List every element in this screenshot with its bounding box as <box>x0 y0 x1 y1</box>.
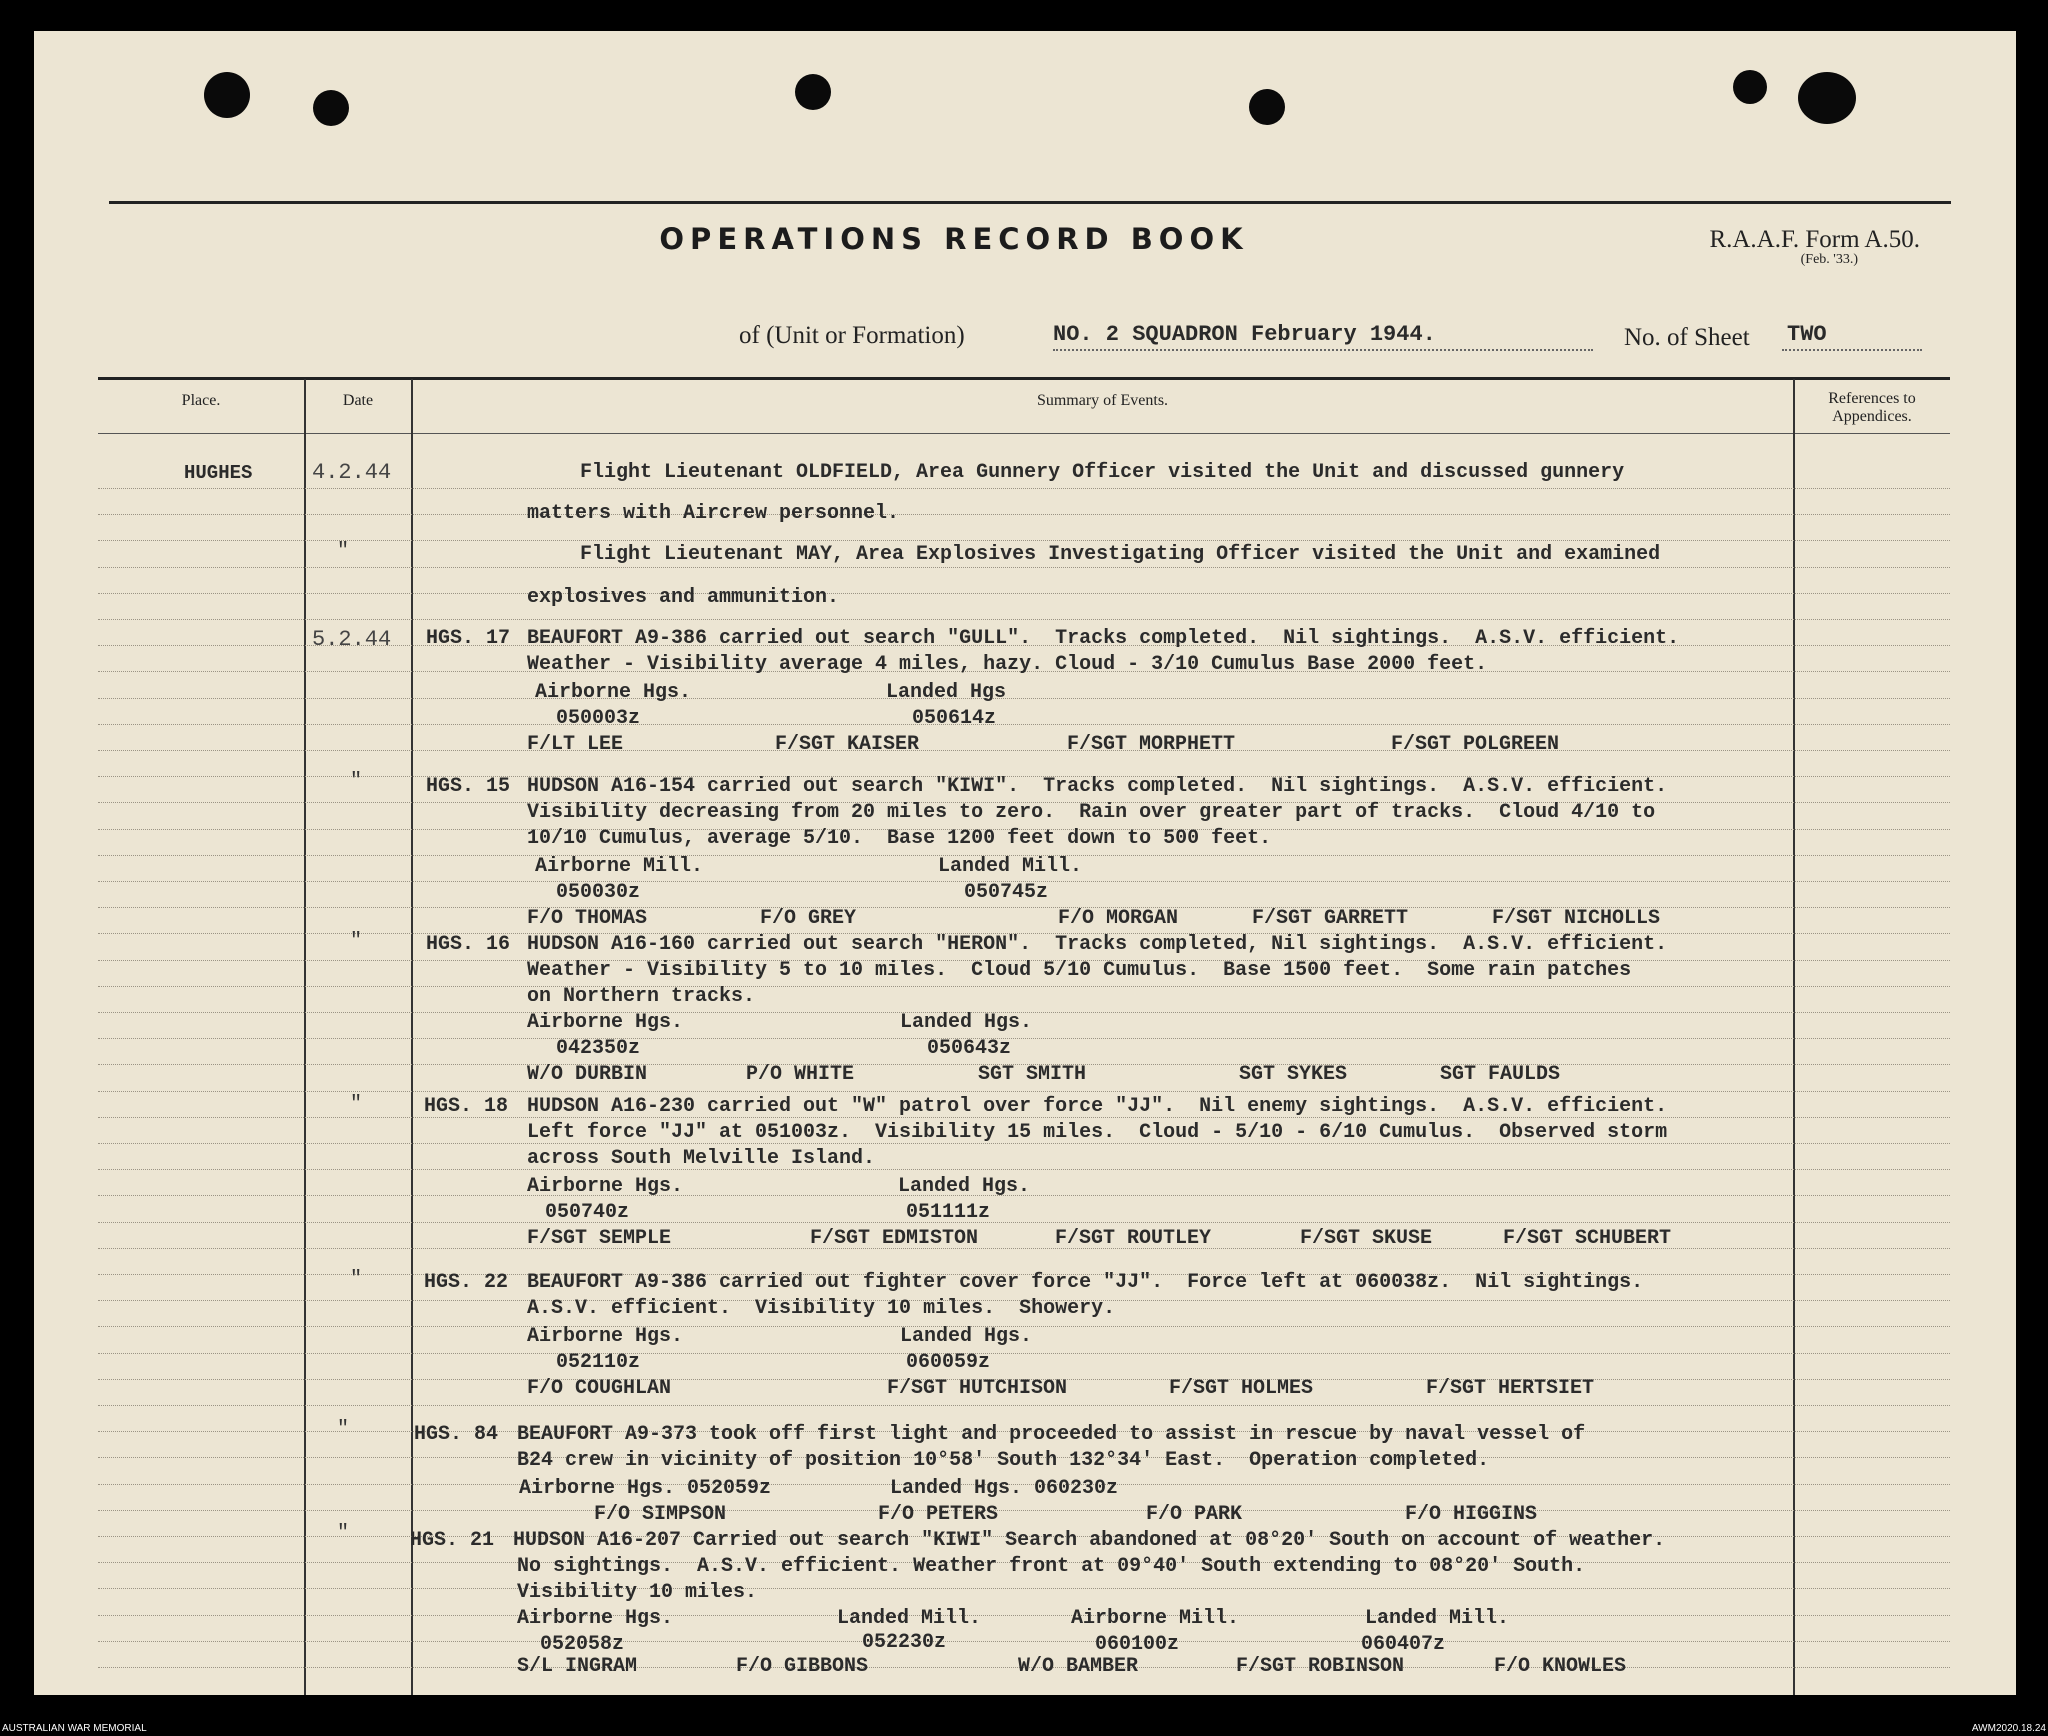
punch-hole <box>795 74 831 110</box>
page-title: OPERATIONS RECORD BOOK <box>659 222 1249 256</box>
landed-time: 051111z <box>906 1201 991 1224</box>
ruled-line <box>98 1615 1950 1616</box>
ruled-line <box>98 724 1950 725</box>
column-divider <box>304 379 306 1695</box>
punch-hole <box>1798 72 1856 124</box>
hgs-number: HGS. 18 <box>424 1095 509 1118</box>
time-value: 052230z <box>862 1631 947 1654</box>
ruled-line <box>98 514 1950 515</box>
top-rule <box>109 201 1951 204</box>
ditto-mark: " <box>350 770 363 793</box>
time-value: 052058z <box>540 1633 625 1656</box>
entry-line: Flight Lieutenant OLDFIELD, Area Gunnery Officer visited the Unit and discussed gunnery <box>580 461 1625 484</box>
punch-hole <box>1733 70 1767 104</box>
airborne-line: Airborne Hgs. 052059z <box>519 1477 772 1500</box>
ruled-line <box>98 1222 1950 1223</box>
unit-underline <box>1053 349 1593 351</box>
crew-member: F/LT LEE <box>527 733 624 756</box>
entry-line: Visibility 10 miles. <box>517 1581 758 1604</box>
ruled-line <box>98 1510 1950 1511</box>
crew-member: SGT SYKES <box>1239 1063 1348 1086</box>
landed-time: 060059z <box>906 1351 991 1374</box>
airborne-time: 050740z <box>545 1201 630 1224</box>
column-header-summary: Summary of Events. <box>1036 392 1169 409</box>
airborne-label: Airborne Hgs. <box>527 1011 684 1034</box>
references-line-1: References to <box>1828 390 1916 407</box>
time-value: 060407z <box>1361 1633 1446 1656</box>
ruled-line <box>98 698 1950 699</box>
entry-line: BEAUFORT A9-386 carried out search "GULL". Tracks completed. Nil sightings. A.S.V. efficient. <box>527 627 1680 650</box>
ditto-mark: " <box>350 1268 363 1291</box>
entry-line: HUDSON A16-154 carried out search "KIWI". Tracks completed. Nil sightings. A.S.V. efficient. <box>527 775 1668 798</box>
entry-line: HUDSON A16-207 Carried out search "KIWI" Search abandoned at 08°20' South on account of weather. <box>513 1529 1666 1552</box>
ditto-mark: " <box>337 540 350 563</box>
crew-member: F/SGT EDMISTON <box>810 1227 979 1250</box>
sheet-value: TWO <box>1787 322 1827 347</box>
crew-member: F/O THOMAS <box>527 907 648 930</box>
ruled-line <box>98 1353 1950 1354</box>
form-number: R.A.A.F. Form A.50. <box>1709 226 1920 253</box>
punch-hole <box>313 90 349 126</box>
crew-member: F/SGT NICHOLLS <box>1492 907 1661 930</box>
crew-member: F/O MORGAN <box>1058 907 1179 930</box>
crew-member: F/O COUGHLAN <box>527 1377 672 1400</box>
crew-member: P/O WHITE <box>746 1063 855 1086</box>
ditto-mark: " <box>337 1418 350 1441</box>
crew-member: F/O HIGGINS <box>1405 1503 1538 1526</box>
entry-date: 4.2.44 <box>312 460 392 485</box>
punch-hole <box>1249 89 1285 125</box>
crew-member: F/O KNOWLES <box>1494 1655 1627 1678</box>
airborne-time: 050003z <box>556 707 641 730</box>
ruled-line <box>98 1169 1950 1170</box>
archive-credit: AUSTRALIAN WAR MEMORIAL <box>2 1723 147 1734</box>
crew-member: F/SGT SCHUBERT <box>1503 1227 1672 1250</box>
entry-line: HUDSON A16-160 carried out search "HERON". Tracks completed, Nil sightings. A.S.V. efficient. <box>527 933 1668 956</box>
crew-member: F/O GIBBONS <box>736 1655 869 1678</box>
hgs-number: HGS. 16 <box>426 933 511 956</box>
crew-member: F/SGT SEMPLE <box>527 1227 672 1250</box>
column-header-place: Place. <box>181 392 221 409</box>
crew-member: W/O DURBIN <box>527 1063 648 1086</box>
entry-line: explosives and ammunition. <box>527 586 840 609</box>
hgs-number: HGS. 22 <box>424 1271 509 1294</box>
form-date: (Feb. '33.) <box>1800 252 1858 267</box>
ruled-line <box>98 540 1950 541</box>
entry-line: HUDSON A16-230 carried out "W" patrol over force "JJ". Nil enemy sightings. A.S.V. efficient. <box>527 1095 1668 1118</box>
entry-line: on Northern tracks. <box>527 985 756 1008</box>
hgs-number: HGS. 17 <box>426 627 511 650</box>
ruled-line <box>98 986 1950 987</box>
entry-line: No sightings. A.S.V. efficient. Weather front at 09°40' South extending to 08°20' South. <box>517 1555 1586 1578</box>
column-divider <box>411 379 413 1695</box>
crew-member: F/SGT HUTCHISON <box>887 1377 1068 1400</box>
sheet-underline <box>1782 349 1922 351</box>
time-label: Landed Mill. <box>1365 1607 1510 1630</box>
time-label: Landed Mill. <box>837 1607 982 1630</box>
ruled-line <box>98 1038 1950 1039</box>
time-label: Airborne Hgs. <box>517 1607 674 1630</box>
column-header-references <box>1794 390 1950 426</box>
airborne-label: Airborne Hgs. <box>527 1325 684 1348</box>
landed-line: Landed Hgs. 060230z <box>890 1477 1119 1500</box>
crew-member: F/SGT ROUTLEY <box>1055 1227 1212 1250</box>
landed-label: Landed Hgs. <box>898 1175 1031 1198</box>
landed-label: Landed Hgs. <box>900 1325 1033 1348</box>
entry-line: Left force "JJ" at 051003z. Visibility 15 miles. Cloud - 5/10 - 6/10 Cumulus. Observed storm <box>527 1121 1668 1144</box>
ruled-line <box>98 619 1950 620</box>
entry-line: BEAUFORT A9-373 took off first light and proceeded to assist in rescue by naval vessel of <box>517 1423 1586 1446</box>
column-header-date: Date <box>342 392 374 409</box>
landed-time: 050614z <box>912 707 997 730</box>
crew-member: SGT FAULDS <box>1440 1063 1561 1086</box>
column-divider <box>1793 379 1795 1695</box>
crew-member: F/O PETERS <box>878 1503 999 1526</box>
entry-line: 10/10 Cumulus, average 5/10. Base 1200 feet down to 500 feet. <box>527 827 1272 850</box>
ditto-mark: " <box>350 930 363 953</box>
crew-member: SGT SMITH <box>978 1063 1087 1086</box>
unit-value: NO. 2 SQUADRON February 1944. <box>1053 322 1436 347</box>
ruled-line <box>98 1588 1950 1589</box>
landed-time: 050745z <box>964 881 1049 904</box>
entry-line: matters with Aircrew personnel. <box>527 502 900 525</box>
entry-line: B24 crew in vicinity of position 10°58' South 132°34' East. Operation completed. <box>517 1449 1490 1472</box>
entry-line: Weather - Visibility average 4 miles, hazy. Cloud - 3/10 Cumulus Base 2000 feet. <box>527 653 1488 676</box>
hgs-number: HGS. 84 <box>414 1423 499 1446</box>
ruled-line <box>98 1405 1950 1406</box>
ruled-line <box>98 1091 1950 1092</box>
entry-line: Weather - Visibility 5 to 10 miles. Cloud 5/10 Cumulus. Base 1500 feet. Some rain patches <box>527 959 1632 982</box>
crew-member: F/SGT ROBINSON <box>1236 1655 1405 1678</box>
entry-line: Flight Lieutenant MAY, Area Explosives Investigating Officer visited the Unit and examined <box>580 543 1661 566</box>
landed-label: Landed Mill. <box>938 855 1083 878</box>
crew-member: W/O BAMBER <box>1018 1655 1139 1678</box>
airborne-time: 052110z <box>556 1351 641 1374</box>
table-top-rule <box>98 377 1950 380</box>
airborne-time: 050030z <box>556 881 641 904</box>
entry-line: across South Melville Island. <box>527 1147 876 1170</box>
ditto-mark: " <box>350 1093 363 1116</box>
crew-member: S/L INGRAM <box>517 1655 638 1678</box>
unit-label: of (Unit or Formation) <box>739 322 965 349</box>
airborne-label: Airborne Hgs. <box>527 1175 684 1198</box>
ruled-line <box>98 488 1950 489</box>
archive-reference: AWM2020.18.24 <box>1971 1723 2046 1734</box>
landed-time: 050643z <box>927 1037 1012 1060</box>
crew-member: F/SGT HOLMES <box>1169 1377 1314 1400</box>
references-line-2: Appendices. <box>1832 408 1912 425</box>
header-rule <box>98 433 1950 434</box>
ruled-line <box>98 567 1950 568</box>
hgs-number: HGS. 21 <box>410 1529 495 1552</box>
hgs-number: HGS. 15 <box>426 775 511 798</box>
landed-label: Landed Hgs. <box>900 1011 1033 1034</box>
airborne-label: Airborne Mill. <box>535 855 704 878</box>
crew-member: F/SGT GARRETT <box>1252 907 1409 930</box>
sheet-label: No. of Sheet <box>1624 324 1750 351</box>
airborne-label: Airborne Hgs. <box>535 681 692 704</box>
crew-member: F/SGT MORPHETT <box>1067 733 1236 756</box>
entry-line: A.S.V. efficient. Visibility 10 miles. Showery. <box>527 1297 1116 1320</box>
crew-member: F/SGT HERTSIET <box>1426 1377 1595 1400</box>
crew-member: F/O PARK <box>1146 1503 1243 1526</box>
ruled-line <box>98 1248 1950 1249</box>
crew-member: F/SGT POLGREEN <box>1391 733 1560 756</box>
ruled-line <box>98 750 1950 751</box>
ruled-line <box>98 907 1950 908</box>
time-label: Airborne Mill. <box>1071 1607 1240 1630</box>
entry-date: 5.2.44 <box>312 627 392 652</box>
ruled-line <box>98 593 1950 594</box>
ditto-mark: " <box>337 1522 350 1545</box>
crew-member: F/O GREY <box>760 907 857 930</box>
punch-hole <box>204 72 250 118</box>
landed-label: Landed Hgs <box>886 681 1007 704</box>
ruled-line <box>98 1641 1950 1642</box>
crew-member: F/SGT SKUSE <box>1300 1227 1433 1250</box>
entry-line: Visibility decreasing from 20 miles to zero. Rain over greater part of tracks. Cloud 4/10 to <box>527 801 1656 824</box>
entry-place: HUGHES <box>184 462 253 484</box>
crew-member: F/SGT KAISER <box>775 733 920 756</box>
airborne-time: 042350z <box>556 1037 641 1060</box>
entry-line: BEAUFORT A9-386 carried out fighter cover force "JJ". Force left at 060038z. Nil sightings. <box>527 1271 1644 1294</box>
crew-member: F/O SIMPSON <box>594 1503 727 1526</box>
time-value: 060100z <box>1095 1633 1180 1656</box>
